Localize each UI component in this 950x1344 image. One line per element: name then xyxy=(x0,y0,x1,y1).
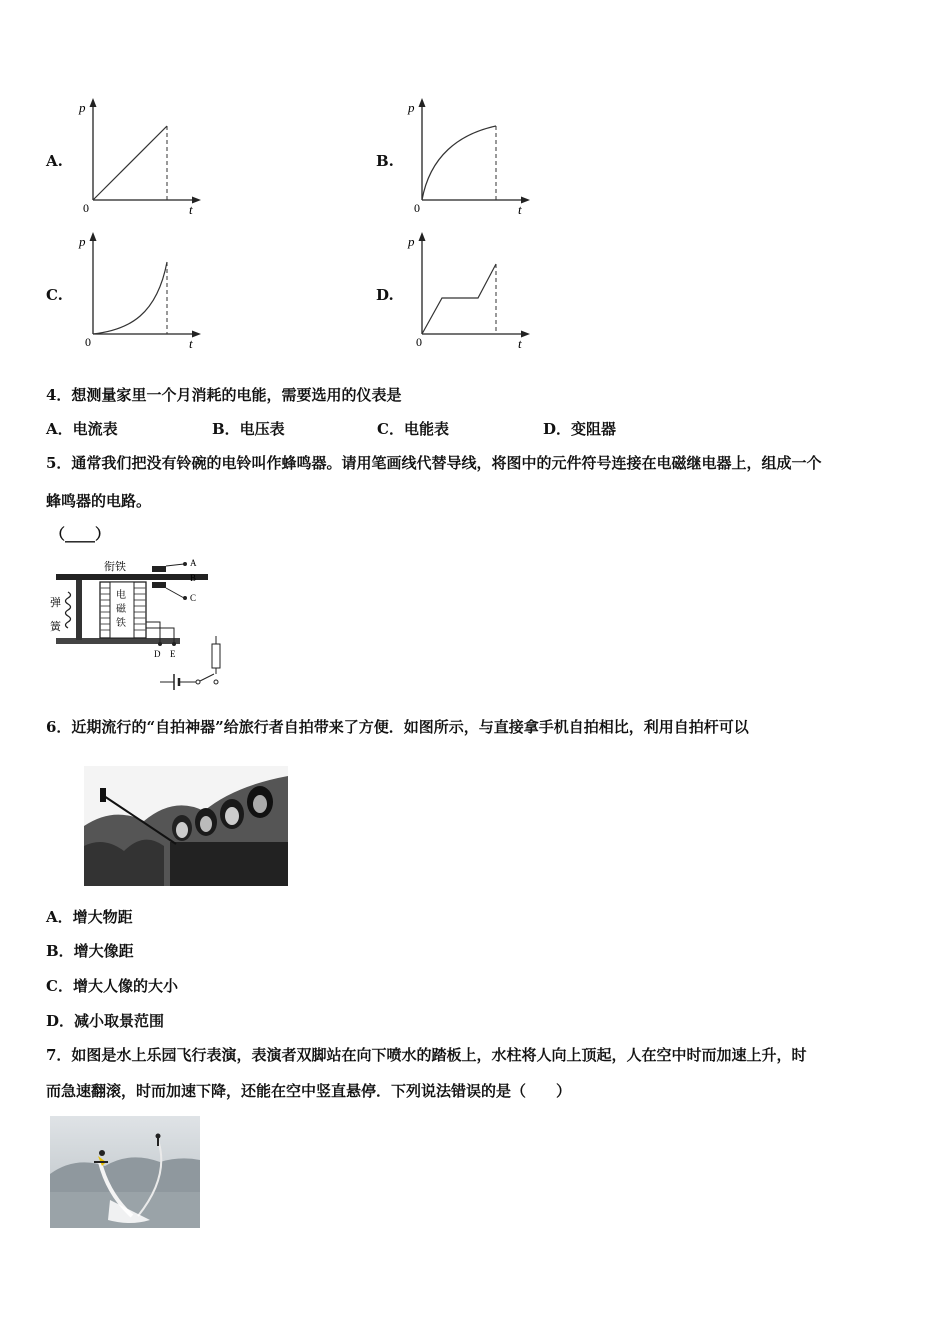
graph-c-curve xyxy=(93,262,167,334)
q4-option-d: D．变阻器 xyxy=(543,420,617,438)
selfie-photo xyxy=(84,766,288,886)
q4-option-c: C．电能表 xyxy=(377,420,449,438)
graph-a-origin: 0 xyxy=(83,201,89,215)
option-b-label: B. xyxy=(376,152,394,170)
phone-icon xyxy=(100,788,106,802)
option-a-label: A. xyxy=(46,152,63,170)
terminal-e: E xyxy=(170,649,176,659)
graph-a-y-label: p xyxy=(79,100,86,115)
terminal-c: C xyxy=(190,593,197,603)
label-magnet-1: 电 xyxy=(116,590,126,601)
question-7-line2: 而急速翻滚，时而加速下降，还能在空中竖直悬停．下列说法错误的是（ ） xyxy=(46,1082,572,1100)
spring xyxy=(66,592,71,628)
graph-d-origin: 0 xyxy=(416,335,422,349)
performer-1 xyxy=(99,1150,105,1156)
q4-option-a: A．电流表 xyxy=(46,420,118,438)
question-7-line1: 7．如图是水上乐园飞行表演，表演者双脚站在向下喷水的踏板上，水柱将人向上顶起，人在空中时而加速上升，时 xyxy=(46,1046,807,1064)
graph-c-origin: 0 xyxy=(85,335,91,349)
label-spring-2: 簧 xyxy=(50,621,61,633)
option-d-label: D. xyxy=(376,286,394,304)
terminal-b: B xyxy=(190,573,197,583)
graph-c-x-label: t xyxy=(189,336,193,351)
q6-option-d: D．减小取景范围 xyxy=(46,1012,165,1030)
question-4-text: 4．想测量家里一个月消耗的电能，需要选用的仪表是 xyxy=(46,386,402,404)
terminal-a: A xyxy=(190,558,197,568)
graph-b-origin: 0 xyxy=(414,201,420,215)
graph-a-x-label: t xyxy=(189,202,193,217)
graph-b-y-label: p xyxy=(408,100,415,115)
q6-option-b: B．增大像距 xyxy=(46,942,134,960)
graph-a xyxy=(75,96,205,218)
relay-diagram xyxy=(48,552,238,694)
label-magnet-3: 铁 xyxy=(116,618,126,629)
performer-2 xyxy=(156,1134,161,1139)
graph-b-x-label: t xyxy=(518,202,522,217)
question-5-line2: 蜂鸣器的电路。 xyxy=(46,492,152,510)
question-6-text: 6．近期流行的“自拍神器”给旅行者自拍带来了方便．如图所示，与直接拿手机自拍相比，利用自拍杆可以 xyxy=(46,718,749,736)
switch-symbol xyxy=(200,674,214,681)
question-5-line1: 5．通常我们把没有铃碗的电铃叫作蜂鸣器。请用笔画线代替导线，将图中的元件符号连接在电磁继电器上，组成一个 xyxy=(46,454,822,472)
buzzer-symbol xyxy=(212,644,220,668)
q4-option-b: B．电压表 xyxy=(212,420,285,438)
graph-c xyxy=(75,230,205,352)
graph-b-curve xyxy=(422,126,496,200)
terminal-d: D xyxy=(154,649,161,659)
graph-c-y-label: p xyxy=(79,234,86,249)
q6-option-c: C．增大人像的大小 xyxy=(46,977,178,995)
graph-d-y-label: p xyxy=(408,234,415,249)
label-spring-1: 弹 xyxy=(50,597,61,609)
label-armature: 衔铁 xyxy=(104,561,126,573)
graph-a-curve xyxy=(93,126,167,200)
graph-d xyxy=(404,230,534,352)
graph-d-x-label: t xyxy=(518,336,522,351)
graph-d-curve xyxy=(422,264,496,334)
q6-option-a: A．增大物距 xyxy=(46,908,133,926)
flyboard-photo xyxy=(50,1116,200,1228)
option-c-label: C. xyxy=(46,286,63,304)
label-magnet-2: 磁 xyxy=(116,604,126,615)
question-5-answer-blank: （____） xyxy=(50,525,111,543)
graph-b xyxy=(404,96,534,218)
